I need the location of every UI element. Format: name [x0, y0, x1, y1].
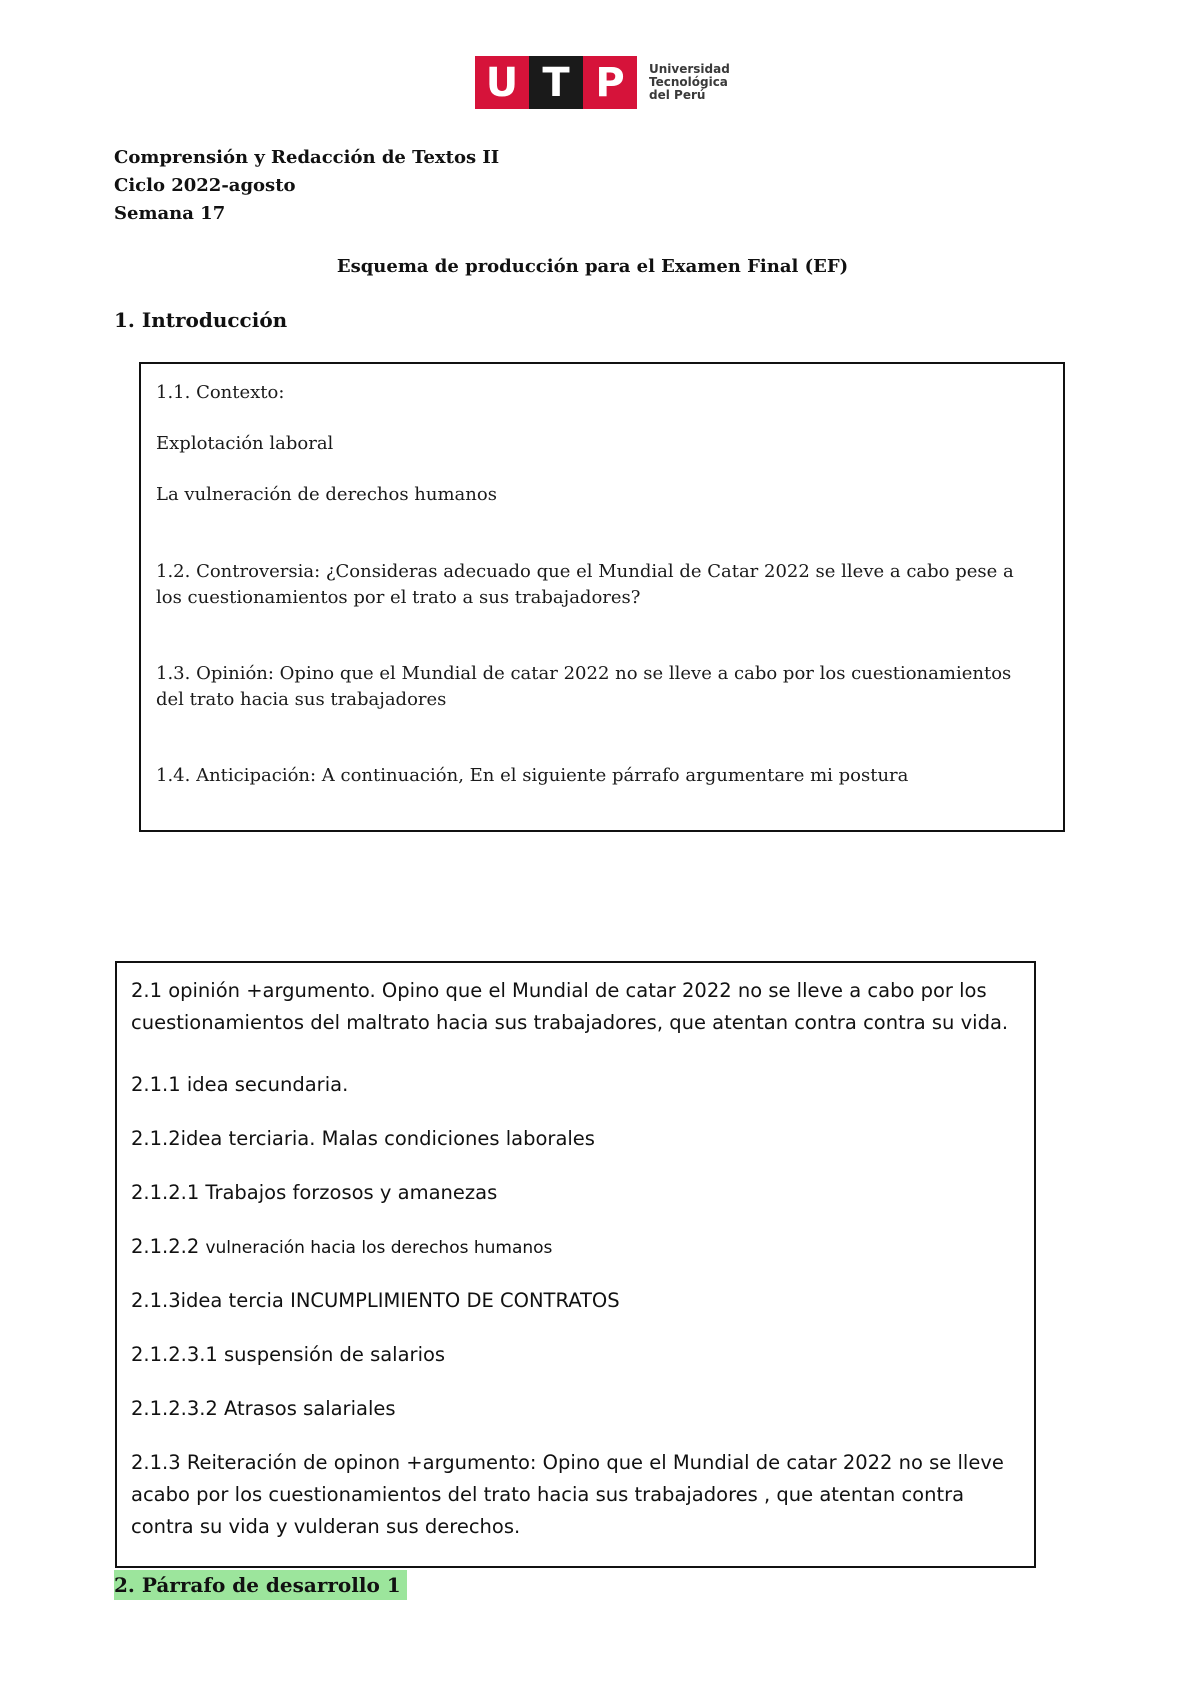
context-item-2: La vulneración de derechos humanos [156, 484, 497, 505]
development-outline-box [115, 961, 1036, 1568]
utp-logo [475, 56, 730, 109]
course-name: Comprensión y Redacción de Textos II [114, 147, 500, 168]
rights-violation-text: vulneración hacia los derechos humanos [205, 1238, 553, 1258]
section-1-heading: 1. Introducción [114, 308, 288, 332]
context-item-1: Explotación laboral [156, 433, 334, 454]
logo-university-name [649, 63, 730, 102]
controversy: 1.2. Controversia: ¿Consideras adecuado que el Mundial de Catar 2022 se lleve a cabo pese a los cuestionamientos por el trato a sus trabajadores? [156, 561, 1014, 608]
anticipation: 1.4. Anticipación: A continuación, En el siguiente párrafo argumentare mi postura [156, 765, 909, 786]
logo-name-line-2: Tecnológica [649, 75, 728, 89]
opinion: 1.3. Opinión: Opino que el Mundial de catar 2022 no se lleve a cabo por los cuestionamientos del trato hacia sus trabajadores [156, 663, 1012, 710]
introduction-box [139, 362, 1065, 832]
salary-delays: 2.1.2.3.2 Atrasos salariales [131, 1397, 396, 1420]
salary-suspension: 2.1.2.3.1 suspensión de salarios [131, 1343, 446, 1366]
tertiary-idea-2: 2.1.3idea tercia INCUMPLIMIENTO DE CONTRATOS [131, 1289, 620, 1312]
logo-letter-p: P [583, 56, 637, 109]
document-title: Esquema de producción para el Examen Final (EF) [336, 256, 849, 277]
secondary-idea: 2.1.1 idea secundaria. [131, 1073, 349, 1096]
rights-violation-number: 2.1.2.2 [131, 1235, 200, 1258]
logo-name-line-1: Universidad [649, 62, 730, 76]
logo-name-line-3: del Perú [649, 88, 706, 102]
opinion-reiteration: 2.1.3 Reiteración de opinon +argumento: Opino que el Mundial de catar 2022 no se lleve acabo por los cuestionamientos del trato hacia sus trabajadores , que atentan contra contra su vida y vulderan sus derechos. [131, 1451, 1004, 1538]
tertiary-idea: 2.1.2idea terciaria. Malas condiciones laborales [131, 1127, 595, 1150]
document-header [114, 144, 499, 228]
logo-letter-u: U [475, 56, 529, 109]
week: Semana 17 [114, 203, 226, 224]
opinion-argument: 2.1 opinión +argumento. Opino que el Mundial de catar 2022 no se lleve a cabo por los cuestionamientos del maltrato hacia sus trabajadores, que atentan contra contra su vida. [131, 979, 1009, 1034]
section-2-heading: 2. Párrafo de desarrollo 1 [114, 1570, 407, 1600]
logo-letter-t: T [529, 56, 583, 109]
context-label: 1.1. Contexto: [156, 382, 285, 403]
rights-violation [131, 1231, 1016, 1264]
forced-work: 2.1.2.1 Trabajos forzosos y amanezas [131, 1181, 498, 1204]
cycle: Ciclo 2022-agosto [114, 175, 296, 196]
